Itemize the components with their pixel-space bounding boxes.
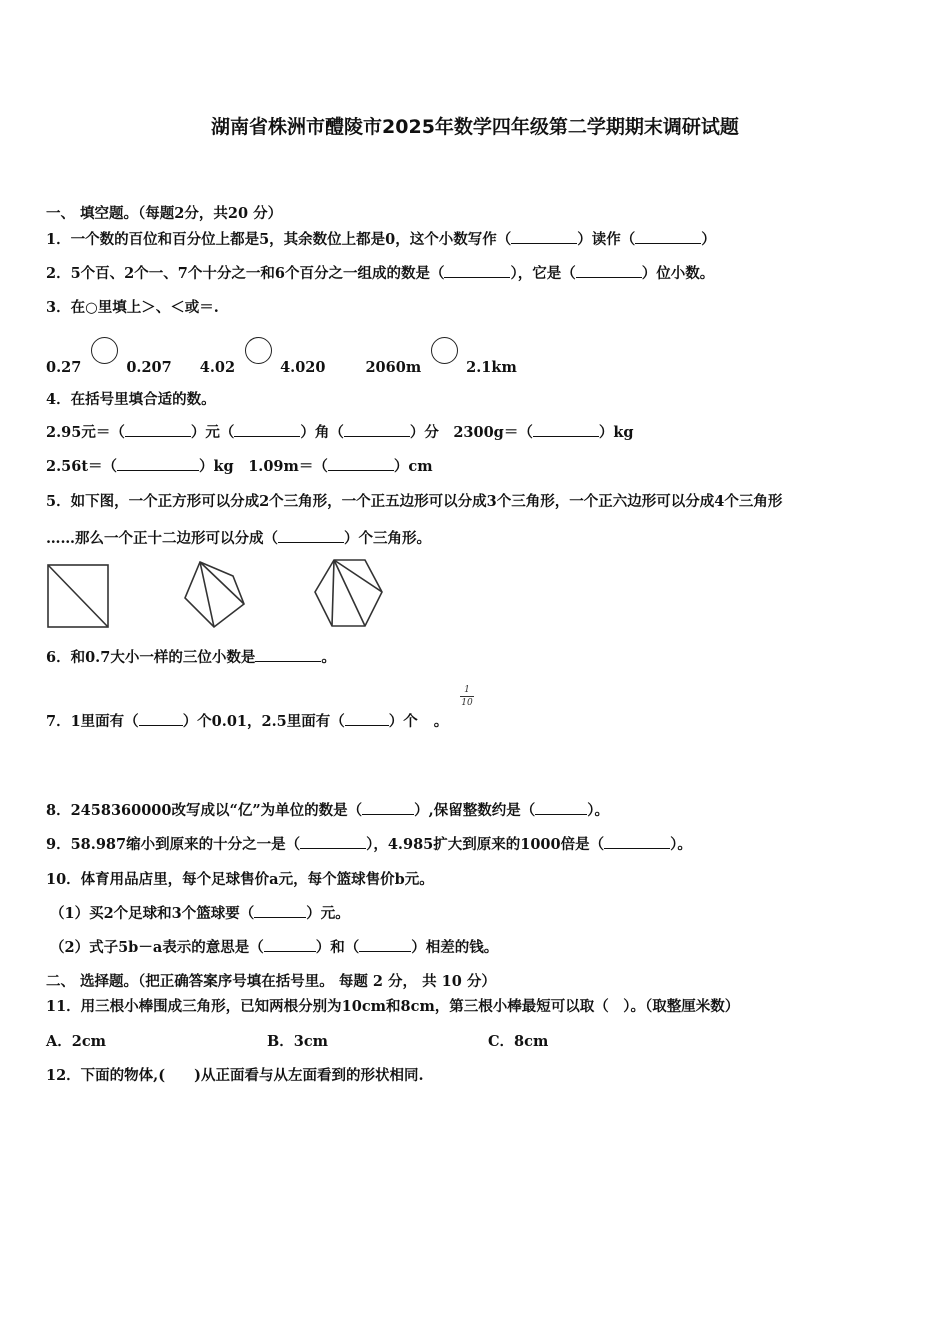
compare-circle[interactable] (431, 337, 458, 364)
question-2: 2．5个百、2个一、7个十分之一和6个百分之一组成的数是（ ），它是（ ）位小数。 (46, 265, 715, 282)
answer-blank[interactable] (234, 424, 300, 437)
answer-blank[interactable] (535, 802, 587, 815)
comparison-row (46, 337, 517, 376)
option-c[interactable]: C．8cm (488, 1033, 549, 1050)
question-4-line-2: 2.56t＝（ ）kg 1.09m＝（ ）cm (46, 458, 433, 475)
answer-blank[interactable] (255, 649, 321, 662)
question-12: 12．下面的物体,( )从正面看与从左面看到的形状相同. (46, 1067, 424, 1084)
compare-value: 0.27 (46, 359, 82, 376)
compare-value: 4.02 (199, 359, 236, 376)
answer-blank[interactable] (328, 458, 394, 471)
answer-blank[interactable] (359, 939, 411, 952)
answer-blank[interactable] (345, 713, 389, 726)
hexagon-figure (315, 560, 382, 626)
answer-blank[interactable] (635, 231, 701, 244)
compare-value: 4.020 (280, 359, 326, 376)
compare-circle[interactable] (245, 337, 272, 364)
question-3: 3．在○里填上＞、＜或＝. (46, 299, 219, 316)
pentagon-figure (185, 562, 244, 627)
answer-blank[interactable] (117, 458, 199, 471)
answer-blank[interactable] (139, 713, 183, 726)
question-10-part-1: （1）买2个足球和3个篮球要（ ）元。 (50, 905, 350, 922)
question-10-part-2: （2）式子5b－a表示的意思是（ ）和（ ）相差的钱。 (50, 939, 499, 956)
question-5: 5．如下图，一个正方形可以分成2个三角形，一个正五边形可以分成3个三角形，一个正六边形可以分成4个三角形 (46, 493, 783, 510)
compare-circle[interactable] (91, 337, 118, 364)
answer-blank[interactable] (444, 265, 510, 278)
answer-blank[interactable] (576, 265, 642, 278)
question-5-continued: ……那么一个正十二边形可以分成（ ）个三角形。 (46, 530, 431, 547)
question-7: 7．1里面有（ ）个0.01，2.5里面有（ ）个 。 (46, 713, 449, 730)
section-heading-fill-in: 一、 填空题。（每题2分，共20 分） (46, 205, 283, 222)
question-4: 4．在括号里填合适的数。 (46, 391, 216, 408)
answer-blank[interactable] (533, 424, 599, 437)
answer-blank[interactable] (604, 836, 670, 849)
section-heading-choice: 二、 选择题。（把正确答案序号填在括号里。 每题 2 分， 共 10 分） (46, 973, 496, 990)
question-1: 1．一个数的百位和百分位上都是5，其余数位上都是0，这个小数写作（ ）读作（ ） (46, 231, 716, 248)
page-title: 湖南省株洲市醴陵市2025年数学四年级第二学期期末调研试题 (211, 116, 739, 138)
question-9: 9．58.987缩小到原来的十分之一是（ ），4.985扩大到原来的1000倍是（ ）。 (46, 836, 692, 853)
option-b[interactable]: B．3cm (267, 1033, 329, 1050)
square-figure (48, 565, 108, 627)
compare-value: 2060m (365, 359, 422, 376)
question-4-line-1: 2.95元＝（ ）元（ ）角（ ）分 2300g＝（ ）kg (46, 424, 634, 441)
answer-blank[interactable] (300, 836, 366, 849)
fraction-one-tenth: 1 10 (461, 685, 473, 708)
answer-blank[interactable] (254, 905, 306, 918)
answer-blank[interactable] (264, 939, 316, 952)
answer-blank[interactable] (344, 424, 410, 437)
answer-blank[interactable] (511, 231, 577, 244)
question-10: 10．体育用品店里，每个足球售价a元，每个篮球售价b元。 (46, 871, 434, 888)
answer-blank[interactable] (362, 802, 414, 815)
answer-blank[interactable] (278, 530, 344, 543)
answer-blank[interactable] (125, 424, 191, 437)
question-11: 11．用三根小棒围成三角形，已知两根分别为10cm和8cm，第三根小棒最短可以取（ ）。（取整厘米数） (46, 998, 740, 1015)
compare-value: 0.207 (126, 359, 172, 376)
polygon-figures (40, 556, 400, 634)
compare-value: 2.1km (466, 359, 517, 376)
question-6: 6．和0.7大小一样的三位小数是 。 (46, 649, 336, 666)
question-8: 8．2458360000改写成以“亿”为单位的数是（ ）,保留整数约是（ ）。 (46, 802, 609, 819)
option-a[interactable]: A．2cm (46, 1033, 107, 1050)
